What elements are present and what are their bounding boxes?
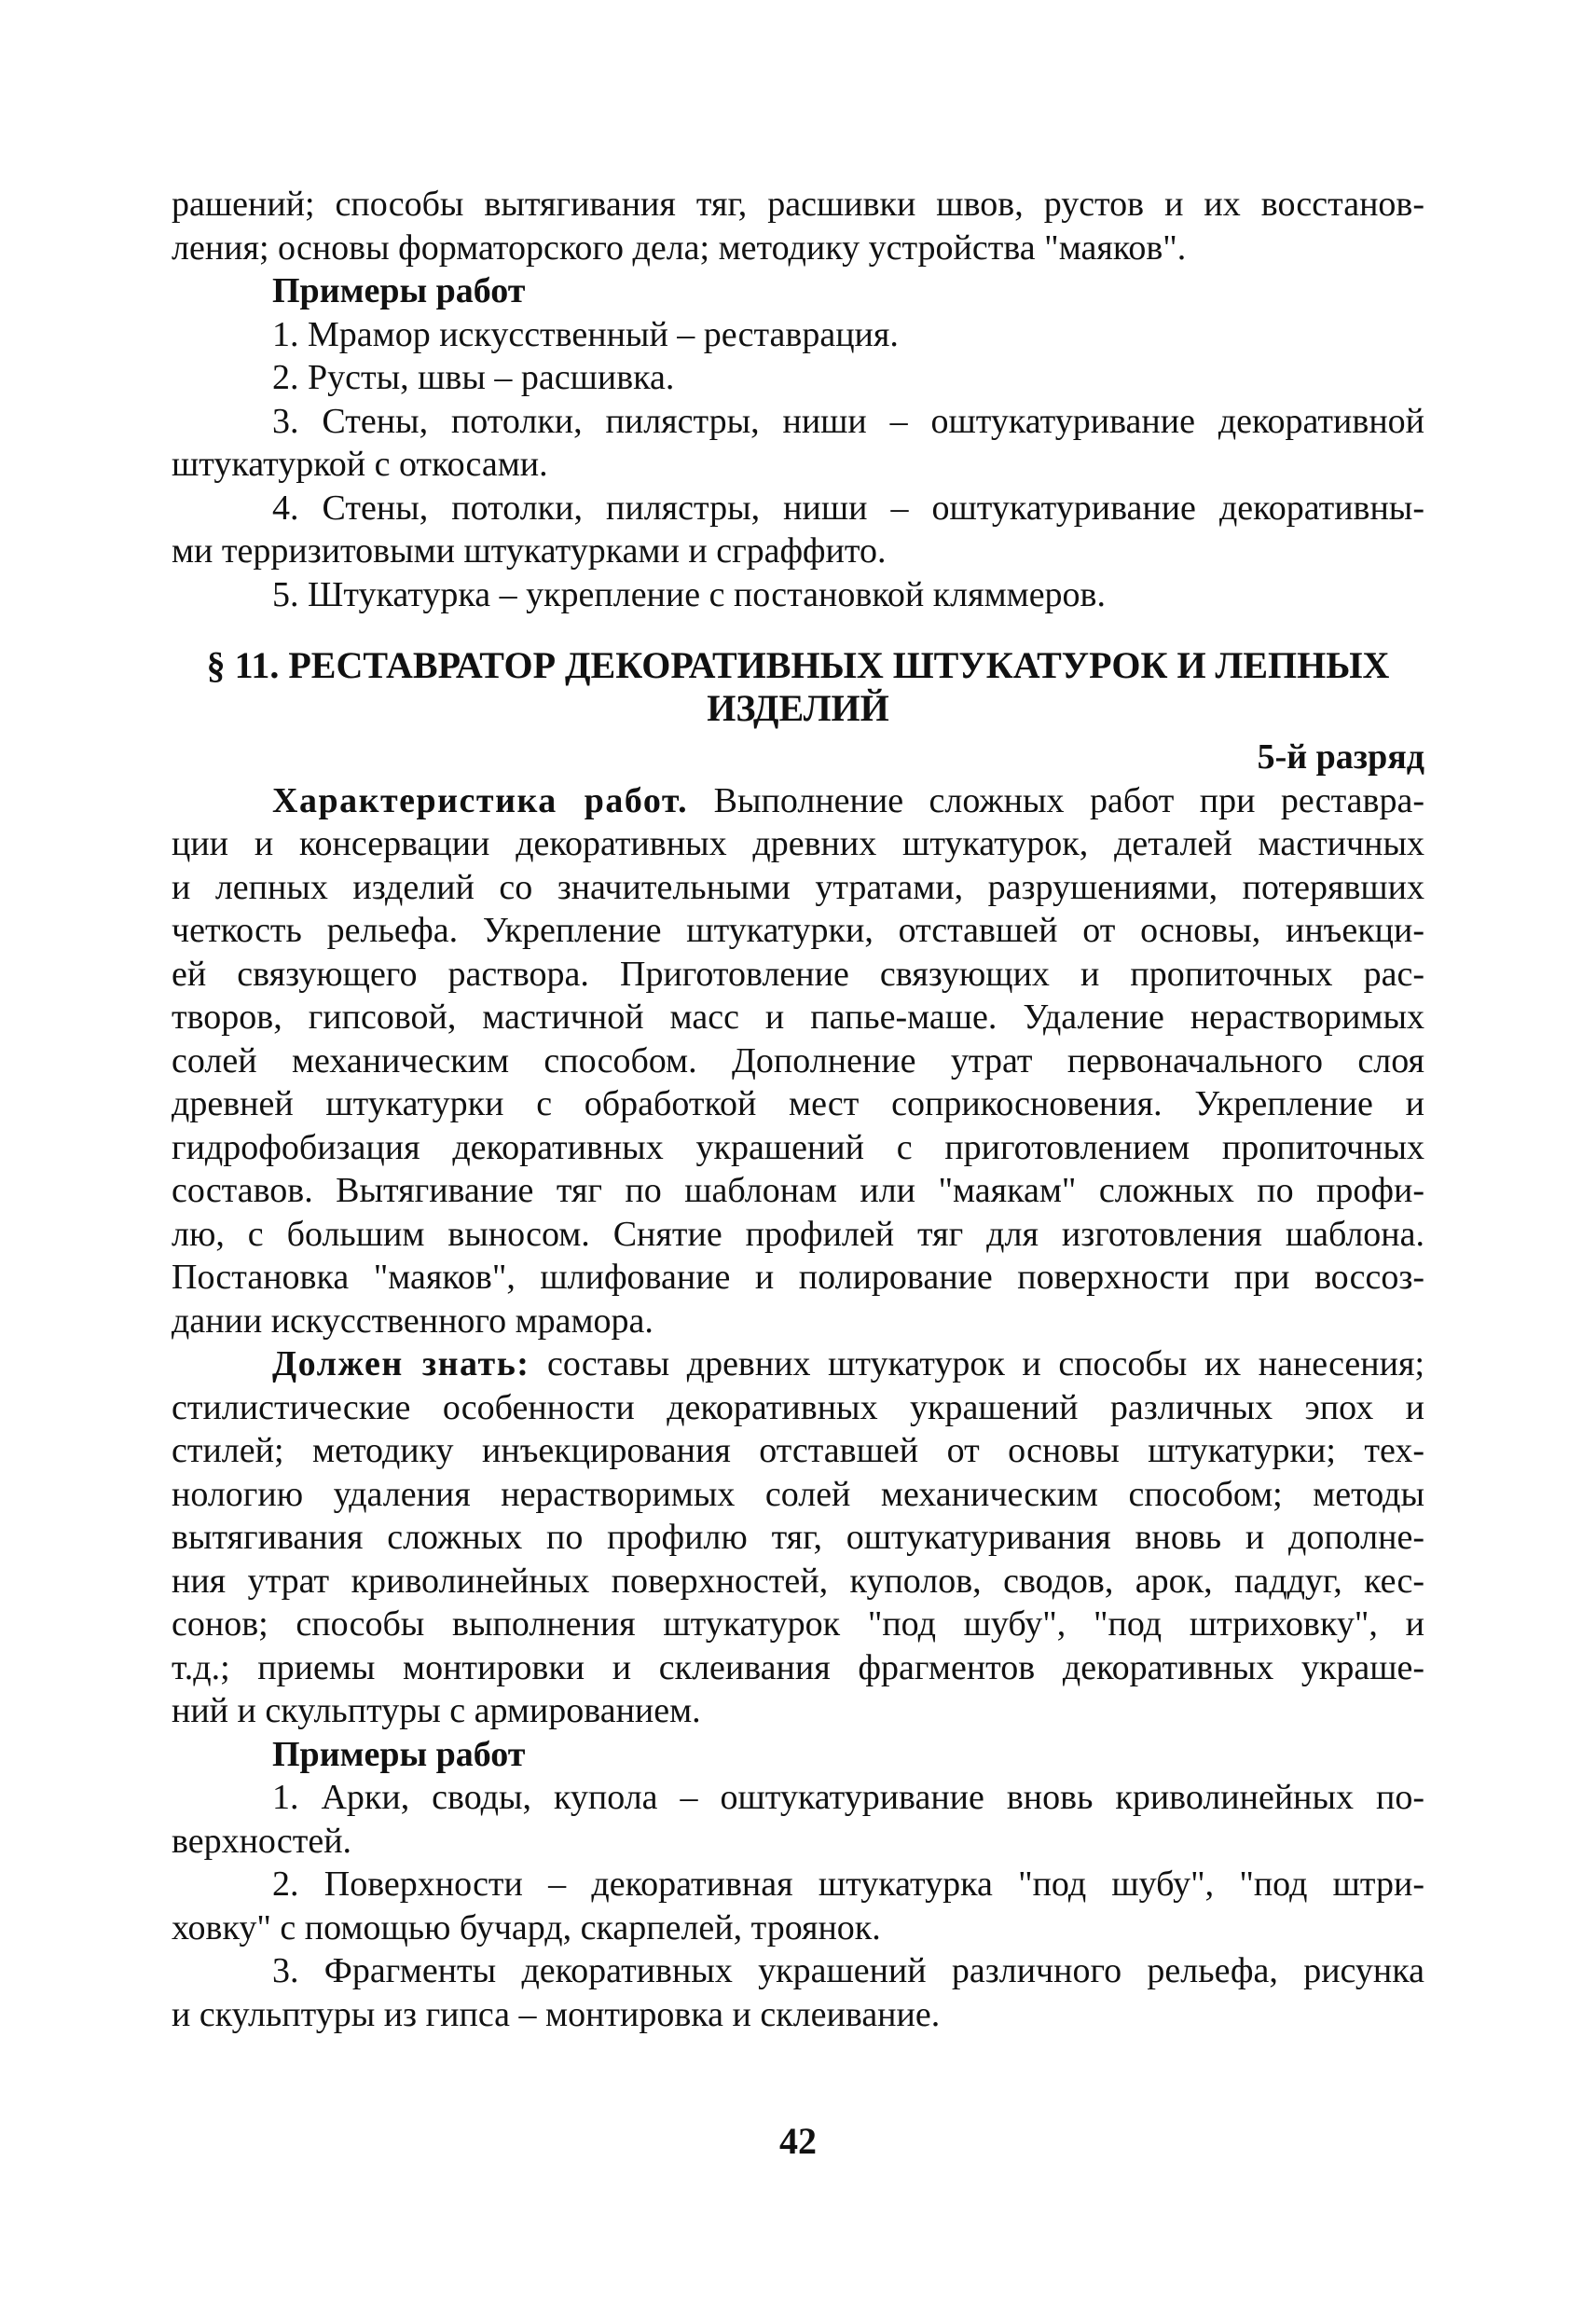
text-fragment: составы древних штукатурок и способы их нанесения; (530, 1344, 1424, 1383)
text-line: штукатуркой с откосами. (172, 445, 548, 484)
text-line: четкость рельефа. Укрепление штукатурки, отставшей от основы, инъекци- (172, 911, 1424, 950)
text-line: 5. Штукатурка – укрепление с постановкой кляммеров. (272, 574, 1107, 614)
examples-heading-1: Примеры работ (272, 271, 526, 310)
text-line: 3. Фрагменты декоративных украшений различного рельефа, рисунка (272, 1951, 1424, 1990)
text-fragment: Выполнение сложных работ при реставра- (688, 780, 1424, 820)
section-title-line: ИЗДЕЛИЙ (707, 687, 889, 729)
text-line: ний и скульптуры с армированием. (172, 1691, 701, 1730)
intro-paragraph (172, 183, 1424, 269)
text-line: лю, с большим выносом. Снятие профилей тяг для изготовления шаблона. (172, 1214, 1424, 1254)
text-line: составов. Вытягивание тяг по шаблонам или "маякам" сложных по профи- (172, 1171, 1424, 1210)
text-line: 1. Арки, своды, купола – оштукатуривание вновь криволинейных по- (272, 1778, 1424, 1817)
page-content (172, 183, 1424, 2036)
text-line: стилистические особенности декоративных украшений различных эпох и (172, 1387, 1424, 1427)
example-item-2 (172, 1863, 1424, 1949)
text-line: ховку" с помощью бучард, скарпелей, троянок. (172, 1907, 881, 1947)
text-line: стилей; методику инъекцирования отставшей от основы штукатурки; тех- (172, 1431, 1424, 1470)
text-line: ления; основы форматорского дела; методику устройства "маяков". (172, 227, 1187, 268)
grade-label: 5-й разряд (1257, 737, 1424, 777)
text-line: дании искусственного мрамора. (172, 1300, 654, 1341)
text-line: творов, гипсовой, мастичной масс и папье-маше. Удаление нерастворимых (172, 998, 1424, 1037)
text-line: т.д.; приемы монтировки и склеивания фрагментов декоративных украше- (172, 1647, 1424, 1687)
examples-heading-2: Примеры работ (272, 1734, 526, 1774)
must-know-label: Должен знать: (272, 1344, 530, 1383)
must-know-paragraph (172, 1342, 1424, 1733)
text-line: 2. Русты, швы – расшивка. (272, 358, 675, 397)
text-line: 4. Стены, потолки, пилястры, ниши – оштукатуривание декоративны- (272, 488, 1424, 528)
text-line: ей связующего раствора. Приготовление связующих и пропиточных рас- (172, 954, 1424, 994)
text-line: ния утрат криволинейных поверхностей, куполов, сводов, арок, паддуг, кес- (172, 1561, 1424, 1601)
text-line: и лепных изделий со значительными утратами, разрушениями, потерявших (172, 867, 1424, 907)
example-item-4 (172, 487, 1424, 573)
page-number: 42 (779, 2120, 817, 2162)
text-line: 3. Стены, потолки, пилястры, ниши – оштукатуривание декоративной (272, 401, 1424, 441)
text-line: Постановка "маяков", шлифование и полирование поверхности при воссоз- (172, 1258, 1424, 1297)
text-line: рашений; способы вытягивания тяг, расшивки швов, рустов и их восстанов- (172, 185, 1424, 224)
text-line: ции и консервации декоративных древних штукатурок, деталей мастичных (172, 824, 1424, 863)
text-line: 2. Поверхности – декоративная штукатурка "под шубу", "под штри- (272, 1865, 1424, 1904)
characteristics-label: Характеристика работ. (272, 780, 689, 820)
example-item-1 (172, 1776, 1424, 1863)
example-item-1 (172, 313, 1424, 357)
text-line: вытягивания сложных по профилю тяг, оштукатуривания вновь и дополне- (172, 1518, 1424, 1557)
text-line: и скульптуры из гипса – монтировка и склеивание. (172, 1994, 941, 2034)
text-line (172, 1342, 1424, 1386)
example-item-3 (172, 1949, 1424, 2036)
text-line: 1. Мрамор искусственный – реставрация. (272, 314, 899, 354)
text-line: ми терризитовыми штукатурками и сграффито. (172, 531, 887, 571)
text-line (172, 779, 1424, 823)
example-item-3 (172, 400, 1424, 487)
section-title (172, 644, 1424, 730)
text-line: солей механическим способом. Дополнение утрат первоначального слоя (172, 1040, 1424, 1080)
example-item-2 (172, 356, 1424, 400)
example-item-5 (172, 573, 1424, 617)
section-title-line: § 11. РЕСТАВРАТОР ДЕКОРАТИВНЫХ ШТУКАТУРОК И ЛЕПНЫХ (206, 644, 1390, 686)
characteristics-paragraph (172, 779, 1424, 1343)
text-line: верхностей. (172, 1821, 352, 1861)
text-line: сонов; способы выполнения штукатурок "под шубу", "под штриховку", и (172, 1604, 1424, 1644)
text-line: нологию удаления нерастворимых солей механическим способом; методы (172, 1474, 1424, 1514)
text-line: древней штукатурки с обработкой мест соприкосновения. Укрепление и (172, 1084, 1424, 1123)
text-line: гидрофобизация декоративных украшений с приготовлением пропиточных (172, 1127, 1424, 1167)
